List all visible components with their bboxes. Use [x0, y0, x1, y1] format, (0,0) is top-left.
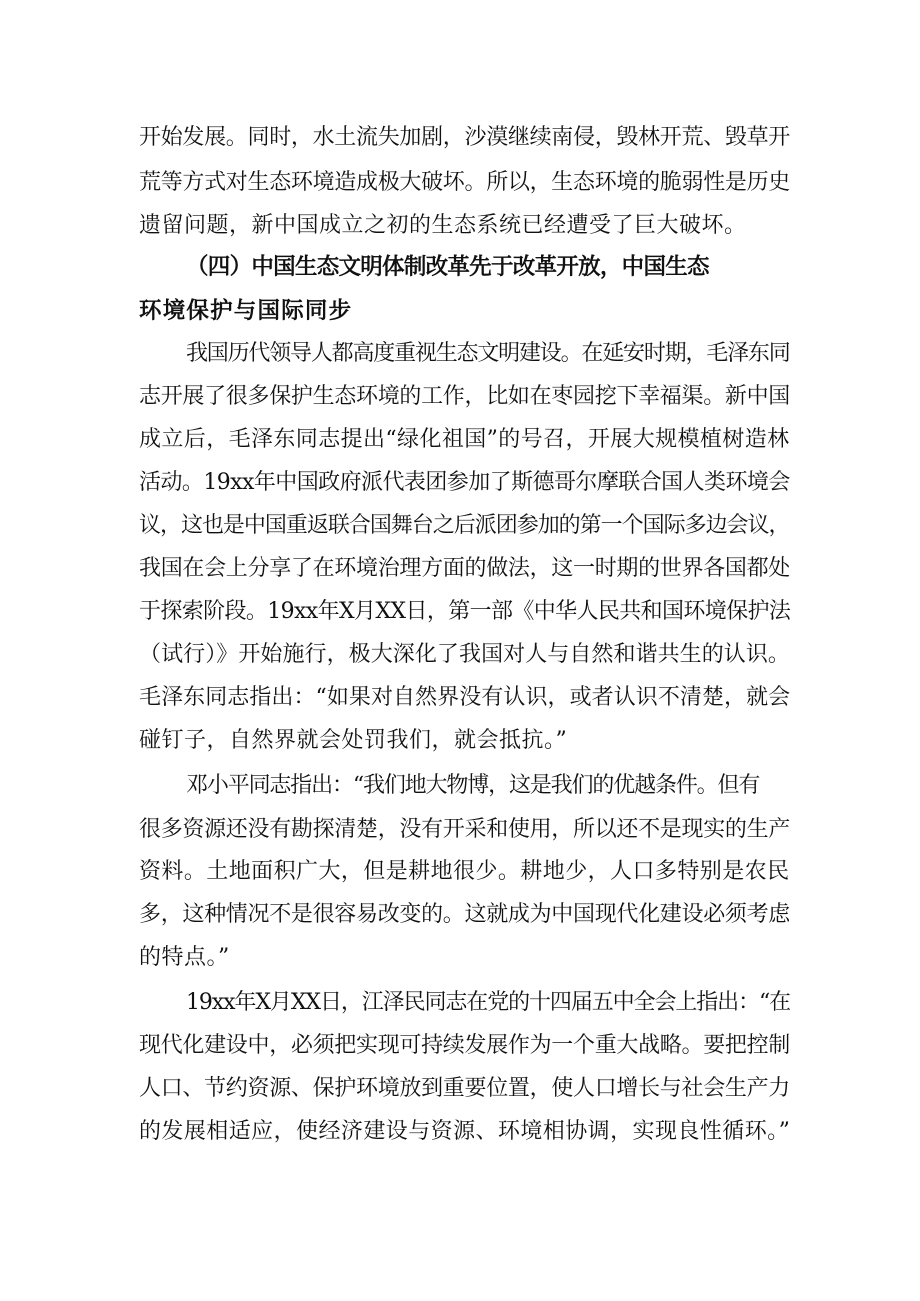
paragraph-line: 碰钉子，自然界就会处罚我们，就会抵抗。” [139, 728, 568, 753]
paragraph-line: 很多资源还没有勘探清楚，没有开采和使用，所以还不是现实的生产 [139, 817, 791, 842]
paragraph-line: 现代化建设中，必须把实现可持续发展作为一个重大战略。要把控制 [139, 1033, 791, 1058]
paragraph-line: 我国在会上分享了在环境治理方面的做法，这一时期的世界各国都处 [139, 556, 791, 581]
paragraph-line: 荒等方式对生态环境造成极大破坏。所以，生态环境的脆弱性是历史 [139, 170, 791, 195]
paragraph-line: 多，这种情况不是很容易改变的。这就成为中国现代化建设必须考虑 [139, 902, 791, 927]
paragraph-line: 资料。土地面积广大，但是耕地很少。耕地少，人口多特别是农民 [139, 859, 790, 884]
paragraph-line: 毛泽东同志指出：“如果对自然界没有认识，或者认识不清楚，就会 [139, 685, 791, 710]
paragraph-line: 开始发展。同时，水土流失加剧，沙漠继续南侵，毁林开荒、毁草开 [139, 125, 791, 150]
paragraph-line: 成立后，毛泽东同志提出“绿化祖国”的号召，开展大规模植树造林 [139, 427, 790, 452]
paragraph-line: 的特点。” [139, 945, 230, 970]
paragraph-line: 志开展了很多保护生态环境的工作，比如在枣园挖下幸福渠。新中国 [139, 384, 791, 409]
paragraph-line: 的发展相适应，使经济建设与资源、环境相协调，实现良性循环。” [139, 1119, 791, 1144]
paragraph-line: 议，这也是中国重返联合国舞台之后派团参加的第一个国际多边会议， [139, 513, 790, 538]
paragraph-line: 遗留问题，新中国成立之初的生态系统已经遭受了巨大破坏。 [139, 213, 747, 238]
paragraph-line: 活动。19xx年中国政府派代表团参加了斯德哥尔摩联合国人类环境会 [139, 470, 790, 495]
section-heading: （四）中国生态文明体制改革先于改革开放，中国生态 [186, 254, 709, 280]
section-heading: 环境保护与国际同步 [139, 298, 353, 324]
paragraph-line: 邓小平同志指出：“我们地大物博，这是我们的优越条件。但有 [186, 773, 760, 798]
paragraph-line: 于探索阶段。19xx年X月XX日，第一部《中华人民共和国环境保护法 [139, 599, 791, 624]
paragraph-line: （试行）》开始施行，极大深化了我国对人与自然和谐共生的认识。 [139, 642, 791, 667]
paragraph-line: 19xx年X月XX日，江泽民同志在党的十四届五中全会上指出：“在 [186, 990, 791, 1015]
paragraph-line: 人口、节约资源、保护环境放到重要位置，使人口增长与社会生产力 [139, 1076, 791, 1101]
paragraph-line: 我国历代领导人都高度重视生态文明建设。在延安时期，毛泽东同 [186, 341, 790, 366]
